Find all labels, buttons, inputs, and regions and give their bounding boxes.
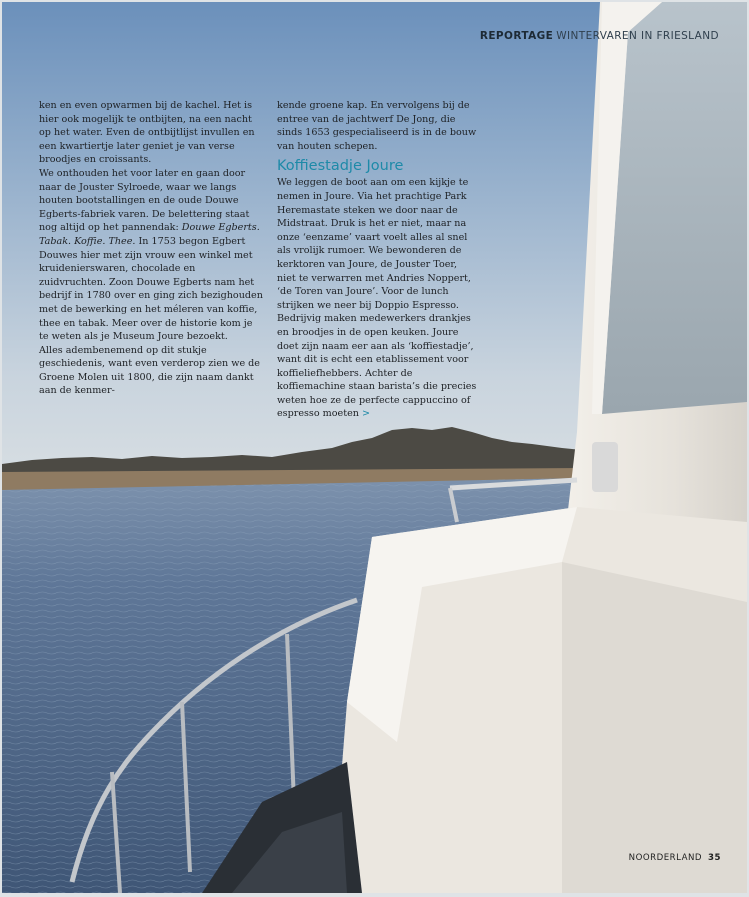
italic-quote: Douwe Egberts. Tabak. Koffie. Thee.: [39, 222, 260, 247]
continue-arrow-icon: >: [362, 408, 371, 420]
section-header: [480, 30, 719, 42]
paragraph: kende groene kap. En vervolgens bij de entree van de jachtwerf De Jong, die sinds 1653 gespecialiseerd is in de bouw van houten schepen.: [277, 100, 477, 152]
paragraph: We leggen de boot aan om een kijkje te nemen in Joure. Via het prachtige Park Heremastate steken we door naar de Midstraat. Druk is het er niet, maar na onze ‘eenzame’ vaart voelt alles al snel als vrolijk rumoer. We bewonderen de kerktoren van Joure, de Jouster Toer, niet te verwarren met Andries Noppert, ‘de Toren van Joure’. Voor de lunch strijken we neer bij Doppio Espresso. Bedrijvig maken medewerkers drankjes en broodjes in de open keuken. Joure doet zijn naam eer aan als ‘koffiestadje’, want dit is echt een etablissement voor koffieliefhebbers. Achter de koffiemachine staan barista’s die precies weten hoe ze de perfecte cappuccino of espresso moeten >: [277, 177, 477, 420]
article-column-2: [277, 99, 477, 421]
paragraph: We onthouden het voor later en gaan door naar de Jouster Sylroede, waar we langs houten bootstallingen en de oude Douwe Egberts-fabriek varen. De belettering staat nog altijd op het pannendak: Douwe Egberts. Tabak. Koffie. Thee. In 1753 begon Egbert Douwes hier met zijn vrouw een winkel met kruidenierswaren, chocolade en zuidvruchten. Zoon Douwe Egberts nam het bedrijf in 1780 over en ging zich bezighouden met de bewerking en het méleren van koffie, thee en tabak. Meer over de historie kom je te weten als je Museum Joure bezoekt.: [39, 167, 263, 343]
paragraph: Alles adembenemend op dit stukje geschiedenis, want even verderop zien we de Groene Molen uit 1800, die zijn naam dankt aan de kenmer-: [39, 344, 260, 397]
paragraph: ken en even opwarmen bij de kachel. Het is hier ook mogelijk te ontbijten, na een nacht op het water. Even de ontbijtlijst invullen en een kwartiertje later geniet je van verse broodjes en croissants.: [39, 100, 255, 166]
page-footer: [629, 853, 721, 863]
section-label: REPORTAGE: [479, 30, 554, 42]
magazine-page: [2, 2, 747, 893]
article-column-1: [39, 99, 265, 398]
subheading: Koffiestadje Joure: [277, 158, 404, 175]
section-subtitle: WINTERVAREN IN FRIESLAND: [556, 30, 719, 42]
page-number: 35: [708, 853, 721, 863]
magazine-name: NOORDERLAND: [628, 853, 703, 863]
